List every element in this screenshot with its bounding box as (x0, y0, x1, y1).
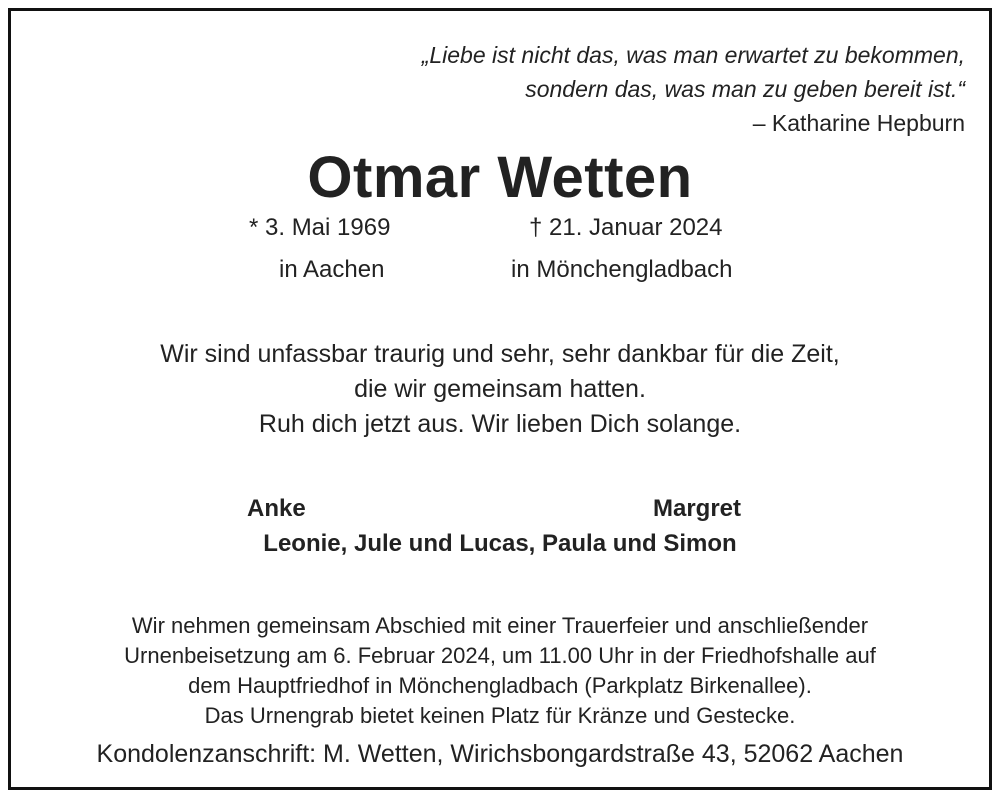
death-date: † 21. Januar 2024 (529, 214, 723, 241)
deceased-name: Otmar Wetten (307, 145, 693, 210)
service-info (11, 611, 989, 731)
obituary-notice (8, 8, 992, 790)
service-line-2: Urnenbeisetzung am 6. Februar 2024, um 11.00 Uhr in der Friedhofshalle auf (124, 643, 876, 668)
mourning-message (11, 337, 989, 442)
death-place: in Mönchengladbach (511, 256, 733, 283)
service-line-4: Das Urnengrab bietet keinen Platz für Kränze und Gestecke. (204, 703, 796, 728)
service-line-1: Wir nehmen gemeinsam Abschied mit einer Trauerfeier und anschließender (131, 613, 869, 638)
family-member-left: Anke (247, 495, 306, 522)
quote-author: – Katharine Hepburn (752, 110, 965, 136)
quote-line-1: „Liebe ist nicht das, was man erwartet zu bekommen, (421, 42, 965, 68)
service-line-3: dem Hauptfriedhof in Mönchengladbach (Parkplatz Birkenallee). (188, 673, 812, 698)
quote-block (422, 38, 965, 140)
birth-date: * 3. Mai 1969 (249, 214, 391, 241)
family-member-right: Margret (653, 495, 742, 522)
quote-line-2: sondern das, was man zu geben bereit ist.“ (525, 76, 965, 102)
message-line-2: die wir gemeinsam hatten. (354, 375, 646, 403)
message-line-1: Wir sind unfassbar traurig und sehr, sehr dankbar für die Zeit, (160, 340, 840, 368)
birth-place: in Aachen (279, 256, 385, 283)
message-line-3: Ruh dich jetzt aus. Wir lieben Dich solange. (258, 410, 742, 438)
family-children: Leonie, Jule und Lucas, Paula und Simon (263, 530, 737, 557)
condolence-address: Kondolenzanschrift: M. Wetten, Wirichsbongardstraße 43, 52062 Aachen (96, 740, 904, 768)
